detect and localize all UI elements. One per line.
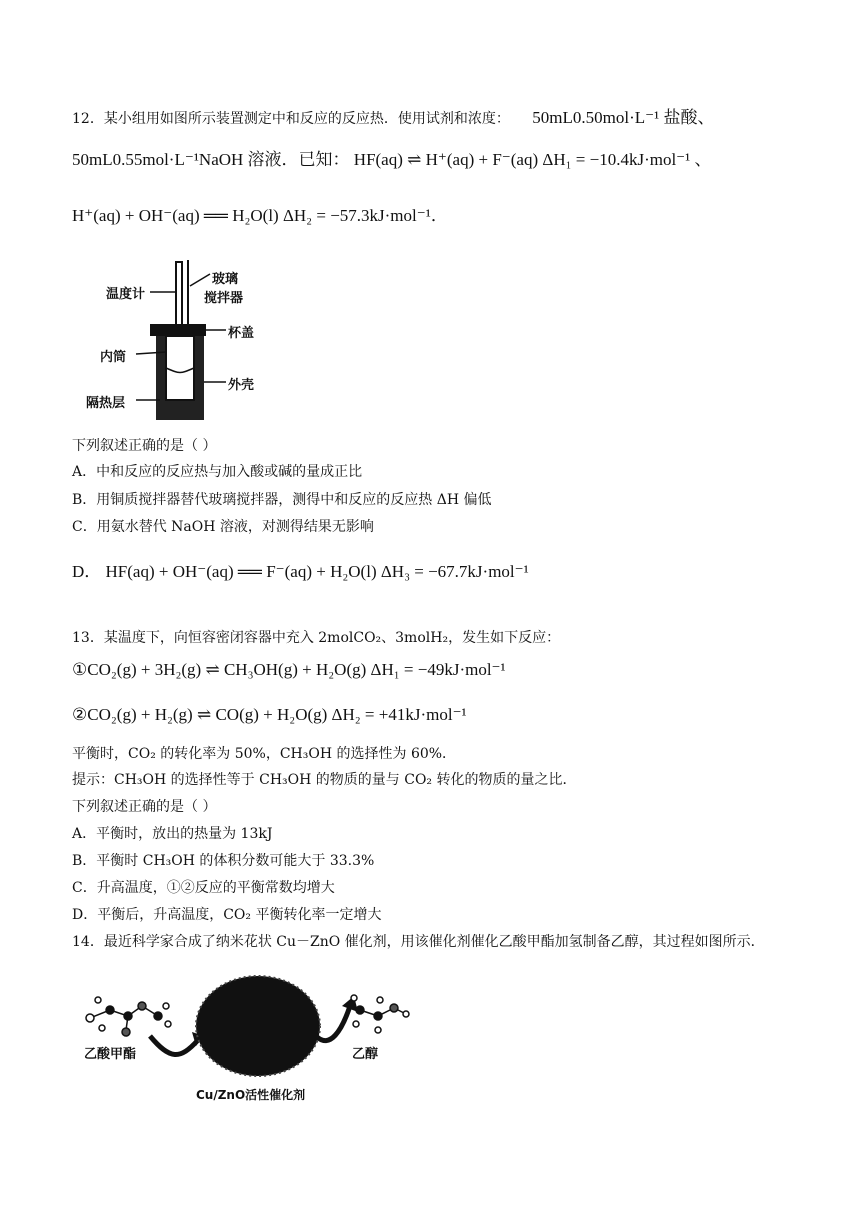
label-lid: 杯盖 <box>228 326 255 341</box>
q12-option-b: B．用铜质搅拌器替代玻璃搅拌器，测得中和反应的反应热 ΔH 偏低 <box>72 492 492 508</box>
q12-option-d: D． HF(aq) + OH⁻(aq) ══ F⁻(aq) + H₂O(l) ΔH₃ = −67.7kJ·mol⁻¹ <box>72 562 529 581</box>
q12-line2: 50mL0.55mol·L⁻¹NaOH 溶液．已知： HF(aq) ⇌ H⁺(aq) + F⁻(aq) ΔH₁ = −10.4kJ·mol⁻¹ 、 <box>72 150 712 169</box>
q13-prompt: 下列叙述正确的是（ ） <box>72 799 217 815</box>
q13-option-c: C．升高温度，①②反应的平衡常数均增大 <box>72 880 335 896</box>
q12-line3: H⁺(aq) + OH⁻(aq) ══ H₂O(l) ΔH₂ = −57.3kJ·mol⁻¹． <box>72 206 448 225</box>
q13-hint: 提示：CH₃OH 的选择性等于 CH₃OH 的物质的量与 CO₂ 转化的物质的量之比． <box>72 772 577 788</box>
label-thermometer: 温度计 <box>106 287 146 302</box>
lid-icon <box>150 324 206 336</box>
q13-option-a: A．平衡时，放出的热量为 13kJ <box>72 826 273 842</box>
q12-prompt: 下列叙述正确的是（ ） <box>72 438 217 454</box>
q12-intro-text: 12．某小组用如图所示装置测定中和反应的反应热．使用试剂和浓度： <box>72 111 510 127</box>
q12-option-a: A．中和反应的反应热与加入酸或碱的量成正比 <box>72 464 363 480</box>
label-stirrer-2: 搅拌器 <box>204 291 244 306</box>
q13-reaction-2: ②CO₂(g) + H₂(g) ⇌ CO(g) + H₂O(g) ΔH₂ = +41kJ·mol⁻¹ <box>72 705 467 724</box>
catalyst-figure <box>80 970 420 1080</box>
label-outer-shell: 外壳 <box>228 378 255 393</box>
q12-option-c: C．用氨水替代 NaOH 溶液，对测得结果无影响 <box>72 519 374 535</box>
q13-equilibrium: 平衡时，CO₂ 的转化率为 50%，CH₃OH 的选择性为 60%． <box>72 746 457 762</box>
q13-option-d: D．平衡后，升高温度，CO₂ 平衡转化率一定增大 <box>72 907 382 923</box>
inner-cup-icon <box>166 336 194 400</box>
label-stirrer-1: 玻璃 <box>212 272 239 287</box>
q14-intro: 14．最近科学家合成了纳米花状 Cu－ZnO 催化剂，用该催化剂催化乙酸甲酯加氢制备乙醇，其过程如图所示． <box>72 934 765 950</box>
methyl-acetate-molecule-icon <box>86 997 171 1036</box>
q12-hcl-concentration: 50mL0.50mol·L⁻¹ 盐酸、 <box>532 108 715 127</box>
ethanol-molecule-icon <box>351 995 409 1033</box>
label-ethanol: 乙醇 <box>352 1047 379 1062</box>
q13-intro: 13．某温度下，向恒容密闭容器中充入 2molCO₂、3molH₂，发生如下反应： <box>72 630 561 646</box>
q13-option-b: B．平衡时 CH₃OH 的体积分数可能大于 33.3% <box>72 853 375 869</box>
arrow-out-icon <box>316 1006 350 1041</box>
q13-reaction-1: ①CO₂(g) + 3H₂(g) ⇌ CH₃OH(g) + H₂O(g) ΔH₁ = −49kJ·mol⁻¹ <box>72 660 506 679</box>
q12-intro <box>72 108 714 129</box>
label-inner-cup: 内筒 <box>100 350 127 365</box>
label-methyl-acetate: 乙酸甲酯 <box>84 1047 137 1062</box>
label-insulation: 隔热层 <box>86 396 126 411</box>
arrow-in-icon <box>150 1036 198 1055</box>
label-catalyst: Cu/ZnO活性催化剂 <box>196 1088 306 1102</box>
